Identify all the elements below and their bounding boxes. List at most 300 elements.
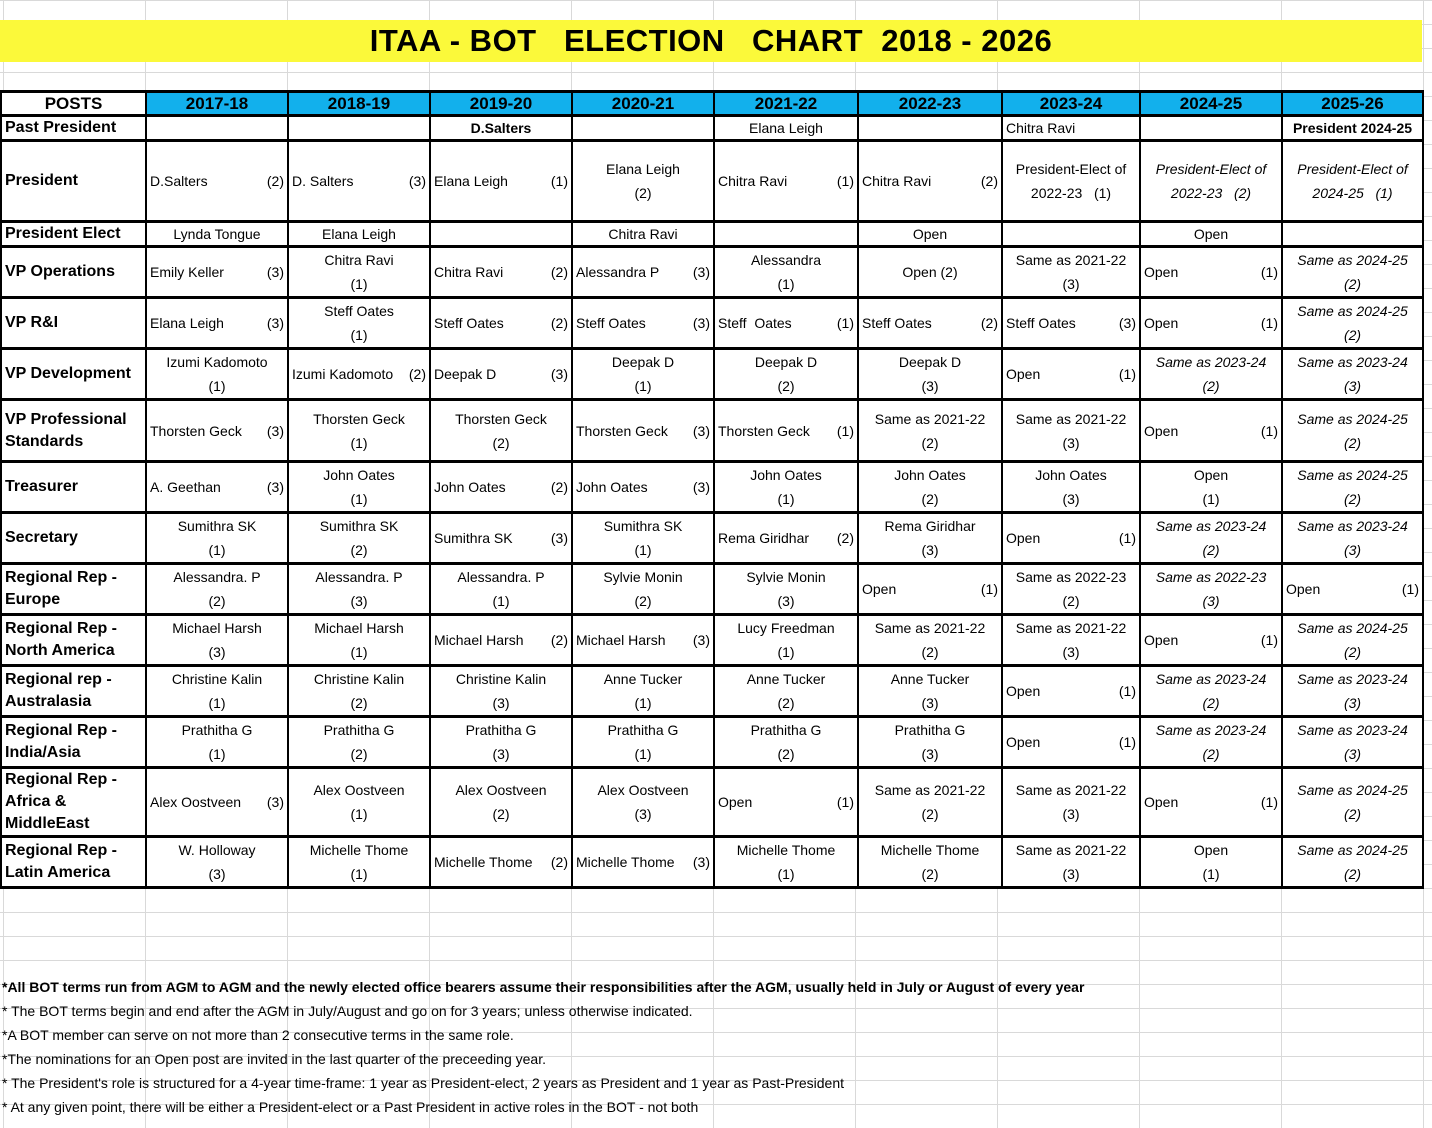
cell-content xyxy=(1286,248,1419,296)
cell-2022-23[interactable] xyxy=(858,141,1002,222)
member-name: Same as 2021-22 xyxy=(1015,410,1127,427)
member-name: W. Holloway xyxy=(178,842,256,858)
cell-2017-18[interactable] xyxy=(146,247,288,298)
cell-2019-20[interactable] xyxy=(430,400,572,462)
cell-2019-20[interactable] xyxy=(430,564,572,615)
cell-2021-22[interactable] xyxy=(714,247,858,298)
term-number: (2) xyxy=(777,746,795,762)
table-row xyxy=(1,400,1423,462)
member-name: Sylvie Monin xyxy=(603,569,683,585)
cell-2022-23[interactable] xyxy=(858,768,1002,837)
cell-2017-18[interactable] xyxy=(146,615,288,666)
cell-2021-22[interactable] xyxy=(714,564,858,615)
cell-2018-19[interactable] xyxy=(288,513,430,564)
term-number: (2) xyxy=(921,644,939,660)
term-number: (1) xyxy=(634,542,652,558)
table-row xyxy=(1,513,1423,564)
cell-content xyxy=(718,350,854,398)
table-row xyxy=(1,837,1423,888)
cell-2020-21[interactable] xyxy=(572,349,714,400)
cell-2019-20[interactable] xyxy=(430,768,572,837)
term-number: (2) xyxy=(492,434,510,451)
cell-2018-19[interactable] xyxy=(288,768,430,837)
header-year-2019-20[interactable]: 2019-20 xyxy=(430,92,572,116)
cell-content xyxy=(1286,718,1419,766)
post-label[interactable]: Regional Rep - North America xyxy=(1,615,146,666)
cell-content xyxy=(576,157,710,205)
cell-2017-18[interactable] xyxy=(146,400,288,462)
cell-2020-21[interactable] xyxy=(572,837,714,888)
cell-2020-21[interactable] xyxy=(572,615,714,666)
cell-2019-20[interactable] xyxy=(430,837,572,888)
post-label[interactable]: Regional Rep - Europe xyxy=(1,564,146,615)
cell-content xyxy=(576,718,710,766)
term-number: (1) xyxy=(492,593,510,609)
cell-2024-25[interactable]: Open xyxy=(1140,222,1282,247)
cell-2020-21[interactable] xyxy=(572,400,714,462)
member-name: Deepak D xyxy=(898,354,962,370)
cell-2021-22[interactable] xyxy=(714,400,858,462)
term-number: (2) xyxy=(550,264,568,280)
member-name: Deepak D xyxy=(611,354,675,370)
cell-name: President 2024-25 xyxy=(1292,120,1413,136)
member-name: Izumi Kadomoto xyxy=(166,354,268,370)
cell-content xyxy=(1286,838,1419,886)
note-line: *All BOT terms run from AGM to AGM and the newly elected office bearers assume their responsibilities after the AGM, usually held in July or August of every year xyxy=(2,979,1085,995)
cell-2021-22[interactable] xyxy=(714,768,858,837)
cell-2023-24[interactable] xyxy=(1002,116,1140,141)
member-name: Michelle Thome xyxy=(576,854,675,870)
cell-2021-22[interactable] xyxy=(714,462,858,513)
cell-content xyxy=(862,718,998,766)
cell-content xyxy=(718,530,854,546)
term-number: (2) xyxy=(1343,491,1362,507)
cell-2020-21[interactable] xyxy=(572,116,714,141)
cell-2025-26[interactable] xyxy=(1282,768,1423,837)
term-number: (1) xyxy=(208,542,226,558)
cell-2017-18[interactable] xyxy=(146,666,288,717)
cell-2025-26[interactable] xyxy=(1282,400,1423,462)
cell-2025-26[interactable] xyxy=(1282,116,1423,141)
member-name: Anne Tucker xyxy=(890,671,970,687)
term-number: (1) xyxy=(836,794,854,810)
cell-2020-21[interactable]: Chitra Ravi xyxy=(572,222,714,247)
term-number: (1) xyxy=(1118,683,1136,699)
term-number: (3) xyxy=(692,315,710,331)
term-number: (2) xyxy=(1062,593,1080,609)
cell-2017-18[interactable] xyxy=(146,298,288,349)
member-name: John Oates xyxy=(434,479,506,495)
table-row xyxy=(1,462,1423,513)
post-label[interactable]: Regional rep - Australasia xyxy=(1,666,146,717)
cell-content xyxy=(434,264,568,280)
cell-2024-25[interactable] xyxy=(1140,349,1282,400)
cell-2024-25[interactable] xyxy=(1140,513,1282,564)
member-name: Open xyxy=(1144,794,1179,810)
term-number: (3) xyxy=(408,173,426,189)
cell-2022-23[interactable] xyxy=(858,298,1002,349)
cell-2018-19[interactable] xyxy=(288,837,430,888)
term-number: (2) xyxy=(1202,542,1220,558)
cell-2020-21[interactable] xyxy=(572,513,714,564)
cell-content xyxy=(1006,366,1136,382)
cell-2022-23[interactable] xyxy=(858,462,1002,513)
cell-2025-26[interactable] xyxy=(1282,247,1423,298)
member-name: Alex Oostveen xyxy=(150,794,242,810)
cell-content xyxy=(1144,463,1278,511)
cell-2024-25[interactable] xyxy=(1140,564,1282,615)
post-label[interactable]: President Elect xyxy=(1,222,146,247)
cell-2021-22[interactable]: Elana Leigh xyxy=(714,116,858,141)
header-year-2023-24[interactable]: 2023-24 xyxy=(1002,92,1140,116)
term-number: (1) xyxy=(350,276,368,292)
term-number: (2) xyxy=(921,491,939,507)
cell-2023-24[interactable] xyxy=(1002,349,1140,400)
cell-2023-24[interactable] xyxy=(1002,222,1140,247)
member-name: John Oates xyxy=(750,467,822,483)
cell-2021-22[interactable] xyxy=(714,666,858,717)
cell-2020-21[interactable] xyxy=(572,768,714,837)
cell-2024-25[interactable] xyxy=(1140,768,1282,837)
post-label[interactable]: VP R&I xyxy=(1,298,146,349)
member-name: Same as 2023-24 xyxy=(1155,518,1267,534)
member-name: Michelle Thome xyxy=(434,854,533,870)
cell-2023-24[interactable] xyxy=(1002,717,1140,768)
cell-2025-26[interactable] xyxy=(1282,564,1423,615)
cell-content xyxy=(1144,315,1278,331)
cell-content xyxy=(434,565,568,613)
cell-content xyxy=(1286,514,1419,562)
cell-2025-26[interactable] xyxy=(1282,666,1423,717)
cell-2018-19[interactable] xyxy=(288,141,430,222)
table-row xyxy=(1,615,1423,666)
cell-2018-19[interactable] xyxy=(288,564,430,615)
term-number: (2) xyxy=(1343,327,1362,343)
cell-2022-23[interactable] xyxy=(858,666,1002,717)
cell-2024-25[interactable] xyxy=(1140,141,1282,222)
cell-2017-18[interactable] xyxy=(146,564,288,615)
cell-content xyxy=(718,248,854,296)
cell-2022-23[interactable] xyxy=(858,400,1002,462)
term-number: (2) xyxy=(208,593,226,609)
cell-content xyxy=(1144,794,1278,810)
cell-2018-19[interactable]: Elana Leigh xyxy=(288,222,430,247)
term-number: (1) xyxy=(350,866,368,882)
member-name: Steff Oates xyxy=(862,315,932,331)
table-row xyxy=(1,222,1423,247)
cell-2023-24[interactable] xyxy=(1002,666,1140,717)
cell-2019-20[interactable] xyxy=(430,513,572,564)
header-year-2017-18[interactable]: 2017-18 xyxy=(146,92,288,116)
cell-2023-24[interactable] xyxy=(1002,400,1140,462)
header-year-2024-25[interactable]: 2024-25 xyxy=(1140,92,1282,116)
member-name: Same as 2021-22 xyxy=(874,410,986,427)
member-name: Christine Kalin xyxy=(313,671,405,687)
member-name: Alessandra P xyxy=(576,264,660,280)
member-name: Thorsten Geck xyxy=(455,410,547,427)
cell-2024-25[interactable] xyxy=(1140,717,1282,768)
post-label[interactable]: VP Development xyxy=(1,349,146,400)
cell-content xyxy=(576,315,710,331)
cell-2019-20[interactable] xyxy=(430,349,572,400)
cell-2023-24[interactable] xyxy=(1002,837,1140,888)
cell-2022-23[interactable] xyxy=(858,615,1002,666)
term-number: (3) xyxy=(1062,644,1080,660)
header-year-2020-21[interactable]: 2020-21 xyxy=(572,92,714,116)
table-row xyxy=(1,564,1423,615)
cell-2024-25[interactable] xyxy=(1140,837,1282,888)
cell-2024-25[interactable] xyxy=(1140,666,1282,717)
cell-content xyxy=(862,616,998,664)
cell-2023-24[interactable] xyxy=(1002,462,1140,513)
cell-2017-18[interactable] xyxy=(146,349,288,400)
cell-2023-24[interactable] xyxy=(1002,141,1140,222)
cell-2021-22[interactable] xyxy=(714,717,858,768)
term-number: (1) xyxy=(208,378,226,394)
cell-2022-23[interactable] xyxy=(858,717,1002,768)
member-name: Same as 2024-25 xyxy=(1297,252,1408,268)
term-number: (3) xyxy=(1202,593,1220,609)
cell-2018-19[interactable] xyxy=(288,349,430,400)
header-year-2021-22[interactable]: 2021-22 xyxy=(714,92,858,116)
cell-2023-24[interactable] xyxy=(1002,298,1140,349)
header-posts[interactable]: POSTS xyxy=(1,92,146,116)
cell-2025-26[interactable] xyxy=(1282,513,1423,564)
member-name: Izumi Kadomoto xyxy=(292,366,394,382)
cell-2021-22[interactable] xyxy=(714,837,858,888)
term-number: (2) xyxy=(1202,695,1220,711)
term-number: 2022-23 (1) xyxy=(1030,185,1112,201)
cell-2019-20[interactable] xyxy=(430,717,572,768)
cell-2025-26[interactable] xyxy=(1282,222,1423,247)
member-name: Open xyxy=(1006,530,1041,546)
cell-2018-19[interactable] xyxy=(288,666,430,717)
cell-2024-25[interactable] xyxy=(1140,400,1282,462)
term-number: (3) xyxy=(492,746,510,762)
member-name: Michael Harsh xyxy=(434,632,524,648)
cell-content xyxy=(1144,565,1278,613)
cell-2025-26[interactable] xyxy=(1282,717,1423,768)
cell-2025-26[interactable] xyxy=(1282,298,1423,349)
cell-2019-20[interactable] xyxy=(430,666,572,717)
member-name: Open xyxy=(1193,467,1229,483)
cell-2024-25[interactable] xyxy=(1140,116,1282,141)
cell-content xyxy=(1286,667,1419,715)
cell-2025-26[interactable] xyxy=(1282,141,1423,222)
term-number: (1) xyxy=(634,695,652,711)
header-year-2022-23[interactable]: 2022-23 xyxy=(858,92,1002,116)
cell-2017-18[interactable] xyxy=(146,116,288,141)
term-number: (2) xyxy=(266,173,284,189)
cell-2025-26[interactable] xyxy=(1282,349,1423,400)
member-name: Same as 2023-24 xyxy=(1297,354,1408,370)
post-label[interactable]: Past President xyxy=(1,116,146,141)
cell-2022-23[interactable] xyxy=(858,349,1002,400)
cell-2022-23[interactable]: Open xyxy=(858,222,1002,247)
cell-content xyxy=(1006,463,1136,511)
member-name: Prathitha G xyxy=(894,722,966,738)
post-label[interactable]: VP Operations xyxy=(1,247,146,298)
term-number: (2) xyxy=(1202,378,1220,394)
term-number: (1) xyxy=(777,491,795,507)
member-name: Same as 2022-23 xyxy=(1015,569,1127,585)
cell-2018-19[interactable] xyxy=(288,400,430,462)
member-name: Steff Oates xyxy=(576,315,646,331)
cell-2020-21[interactable] xyxy=(572,564,714,615)
cell-2017-18[interactable] xyxy=(146,717,288,768)
member-name: Alex Oostveen xyxy=(313,782,405,798)
cell-2020-21[interactable] xyxy=(572,247,714,298)
cell-2022-23[interactable]: Open (2) xyxy=(858,247,1002,298)
cell-2017-18[interactable] xyxy=(146,141,288,222)
cell-2020-21[interactable] xyxy=(572,462,714,513)
member-name: Alex Oostveen xyxy=(455,782,547,798)
term-number: (3) xyxy=(692,632,710,648)
cell-2025-26[interactable] xyxy=(1282,837,1423,888)
cell-2022-23[interactable] xyxy=(858,513,1002,564)
member-name: Chitra Ravi xyxy=(324,252,394,268)
cell-2017-18[interactable] xyxy=(146,768,288,837)
cell-2017-18[interactable]: Lynda Tongue xyxy=(146,222,288,247)
cell-2020-21[interactable] xyxy=(572,298,714,349)
cell-content xyxy=(150,315,284,331)
term-number: (2) xyxy=(1343,866,1362,882)
cell-2018-19[interactable] xyxy=(288,462,430,513)
term-number: (1) xyxy=(208,695,226,711)
cell-content xyxy=(1006,683,1136,699)
cell-2021-22[interactable] xyxy=(714,298,858,349)
term-number: (2) xyxy=(550,854,568,870)
member-name: Deepak D xyxy=(434,366,497,382)
cell-2024-25[interactable] xyxy=(1140,298,1282,349)
post-label[interactable]: Secretary xyxy=(1,513,146,564)
cell-content xyxy=(1144,350,1278,398)
cell-2019-20[interactable] xyxy=(430,222,572,247)
header-year-2025-26[interactable]: 2025-26 xyxy=(1282,92,1423,116)
term-number: (1) xyxy=(208,746,226,762)
cell-2019-20[interactable] xyxy=(430,462,572,513)
member-name: Lucy Freedman xyxy=(737,620,835,636)
cell-2023-24[interactable] xyxy=(1002,513,1140,564)
cell-2025-26[interactable] xyxy=(1282,462,1423,513)
member-name: Open xyxy=(1144,422,1179,439)
term-number: (1) xyxy=(550,173,568,189)
table-row xyxy=(1,247,1423,298)
cell-2022-23[interactable] xyxy=(858,564,1002,615)
cell-2023-24[interactable] xyxy=(1002,564,1140,615)
cell-2019-20[interactable] xyxy=(430,247,572,298)
term-number: (1) xyxy=(350,806,368,822)
cell-2019-20[interactable] xyxy=(430,615,572,666)
member-name: Sumithra SK xyxy=(319,518,399,534)
cell-2019-20[interactable] xyxy=(430,298,572,349)
member-name: Anne Tucker xyxy=(603,671,683,687)
cell-2020-21[interactable] xyxy=(572,666,714,717)
cell-2021-22[interactable] xyxy=(714,141,858,222)
cell-2017-18[interactable] xyxy=(146,513,288,564)
cell-content xyxy=(1006,616,1136,664)
cell-2019-20[interactable] xyxy=(430,116,572,141)
post-label[interactable]: Regional Rep - Latin America xyxy=(1,837,146,888)
cell-2020-21[interactable] xyxy=(572,717,714,768)
header-row xyxy=(1,92,1423,116)
cell-content xyxy=(576,565,710,613)
term-number: (1) xyxy=(777,644,795,660)
member-name: Sumithra SK xyxy=(603,518,683,534)
post-label[interactable]: Regional Rep - Africa & MiddleEast xyxy=(1,768,146,837)
member-name: Same as 2021-22 xyxy=(1015,842,1127,858)
cell-2020-21[interactable] xyxy=(572,141,714,222)
cell-2022-23[interactable] xyxy=(858,116,1002,141)
cell-2019-20[interactable] xyxy=(430,141,572,222)
term-number: (3) xyxy=(921,542,939,558)
cell-content xyxy=(434,366,568,382)
member-name: Deepak D xyxy=(754,354,818,370)
cell-2017-18[interactable] xyxy=(146,462,288,513)
member-name: Same as 2021-22 xyxy=(1015,252,1127,268)
term-number: (3) xyxy=(550,366,568,382)
header-year-2018-19[interactable]: 2018-19 xyxy=(288,92,430,116)
cell-2023-24[interactable] xyxy=(1002,615,1140,666)
cell-2023-24[interactable] xyxy=(1002,247,1140,298)
term-number: (1) xyxy=(634,378,652,394)
cell-content xyxy=(150,616,284,664)
cell-2024-25[interactable] xyxy=(1140,247,1282,298)
cell-content xyxy=(862,778,998,826)
post-label[interactable]: Regional Rep - India/Asia xyxy=(1,717,146,768)
cell-2017-18[interactable] xyxy=(146,837,288,888)
cell-content xyxy=(434,778,568,826)
cell-2022-23[interactable] xyxy=(858,837,1002,888)
cell-2021-22[interactable] xyxy=(714,615,858,666)
term-number: (2) xyxy=(550,315,568,331)
member-name: Alessandra. P xyxy=(173,569,261,585)
cell-2021-22[interactable] xyxy=(714,349,858,400)
term-number: (1) xyxy=(1260,632,1278,648)
post-label[interactable]: President xyxy=(1,141,146,222)
member-name: Elana Leigh xyxy=(150,315,224,331)
cell-2018-19[interactable] xyxy=(288,298,430,349)
member-name: Prathitha G xyxy=(607,722,679,738)
cell-2024-25[interactable] xyxy=(1140,615,1282,666)
cell-content xyxy=(150,173,284,189)
term-number: (3) xyxy=(692,422,710,439)
cell-2021-22[interactable] xyxy=(714,513,858,564)
cell-content xyxy=(150,565,284,613)
term-number: (1) xyxy=(1118,530,1136,546)
cell-2018-19[interactable] xyxy=(288,116,430,141)
post-label[interactable]: Treasurer xyxy=(1,462,146,513)
cell-content xyxy=(1286,581,1419,597)
post-label[interactable]: VP Professional Standards xyxy=(1,400,146,462)
cell-2018-19[interactable] xyxy=(288,247,430,298)
term-number: (2) xyxy=(634,593,652,609)
cell-content xyxy=(1286,299,1419,347)
cell-2025-26[interactable] xyxy=(1282,615,1423,666)
cell-2024-25[interactable] xyxy=(1140,462,1282,513)
member-name: Prathitha G xyxy=(750,722,822,738)
cell-2018-19[interactable] xyxy=(288,717,430,768)
member-name: Open xyxy=(1193,842,1229,858)
cell-2018-19[interactable] xyxy=(288,615,430,666)
cell-2021-22[interactable] xyxy=(714,222,858,247)
term-number: (3) xyxy=(266,264,284,280)
member-name: John Oates xyxy=(323,467,395,483)
cell-2023-24[interactable] xyxy=(1002,768,1140,837)
member-name: Alex Oostveen xyxy=(597,782,689,798)
cell-content xyxy=(434,718,568,766)
member-name: Prathitha G xyxy=(181,722,253,738)
